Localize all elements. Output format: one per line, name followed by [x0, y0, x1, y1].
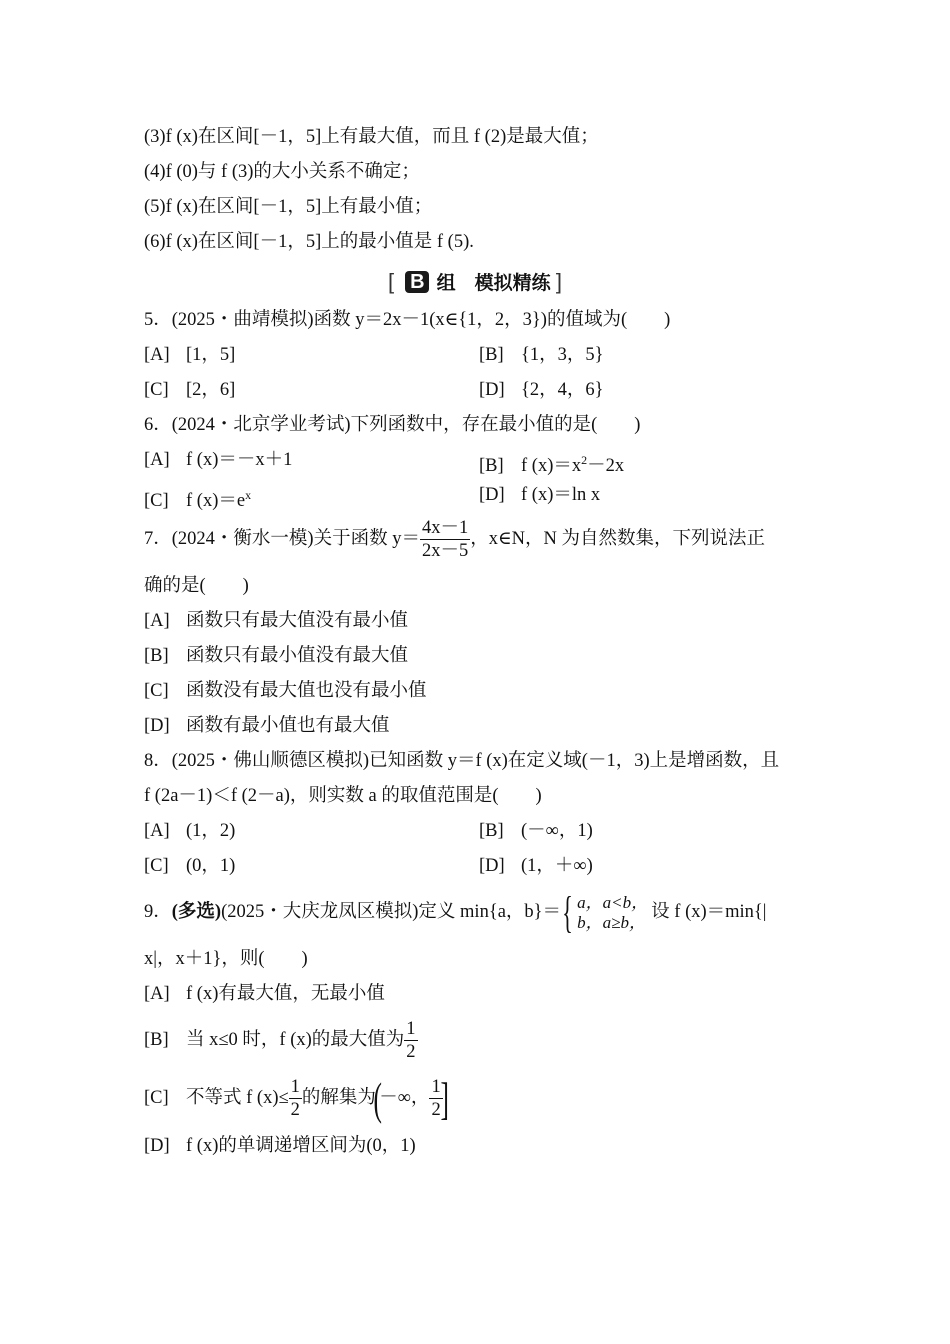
q9-option-c — [144, 1072, 449, 1124]
q9-option-c-right-bracket: ] — [440, 1072, 449, 1124]
q6-option-d-tag: [D] — [479, 485, 505, 505]
q5-option-a — [144, 343, 235, 367]
q7-stem-pre: 7．(2024・衡水一模)关于函数 y＝ — [144, 529, 420, 549]
q9-stem-pre: (2025・大庆龙凤区模拟)定义 min{a，b}＝ — [221, 902, 562, 922]
q6-option-c-sup: x — [245, 488, 252, 502]
q9-option-d-text: f (x)的单调递增区间为(0，1) — [186, 1136, 416, 1156]
q9-option-c-interval-denominator: 2 — [431, 1100, 441, 1121]
q8-option-a-tag: [A] — [144, 821, 170, 841]
q5-option-a-tag: [A] — [144, 345, 170, 365]
section-bracket-right: ] — [555, 269, 563, 294]
q6-option-c-pre: f (x)＝e — [186, 491, 246, 512]
q9-option-c-interval-pre: －∞， — [379, 1088, 430, 1108]
intro-item-6: (6)f (x)在区间[－1，5]上的最小值是 f (5). — [144, 232, 474, 252]
q9-option-c-fraction — [289, 1076, 302, 1121]
q9-option-c-left-paren: ( — [373, 1072, 382, 1124]
q5-stem: 5．(2025・曲靖模拟)函数 y＝2x－1(x∈{1，2，3})的值域为( ) — [144, 310, 671, 330]
q7-option-a-text: 函数只有最大值没有最小值 — [186, 611, 409, 631]
q6-option-c-tag: [C] — [144, 491, 169, 512]
q8-option-d-tag: [D] — [479, 856, 505, 876]
q9-option-a-text: f (x)有最大值，无最小值 — [186, 984, 385, 1004]
q9-stem-line2: x|，x＋1}，则( ) — [144, 949, 308, 969]
q8-option-c — [144, 854, 235, 878]
q8-option-b-tag: [B] — [479, 821, 504, 841]
q9-option-c-numerator: 1 — [290, 1077, 300, 1098]
q5-option-b — [479, 343, 604, 367]
q5-option-d-tag: [D] — [479, 380, 505, 400]
q7-fraction — [420, 517, 470, 562]
q8-option-b-text: (－∞，1) — [521, 821, 593, 841]
q9-case-2: b，a≥b， — [577, 912, 647, 932]
q7-stem-line2: 确的是( ) — [144, 576, 249, 596]
intro-item-4: (4)f (0)与 f (3)的大小关系不确定； — [144, 162, 420, 182]
q9-piecewise — [577, 893, 648, 933]
q7-option-c-text: 函数没有最大值也没有最小值 — [186, 681, 427, 701]
section-bracket-left: [ — [387, 269, 395, 294]
q9-option-c-denominator: 2 — [290, 1100, 300, 1121]
q8-option-c-text: (0，1) — [186, 856, 236, 876]
q9-stem — [144, 888, 767, 936]
q7-option-c — [144, 679, 427, 703]
q7-option-a-tag: [A] — [144, 611, 170, 631]
q9-option-c-tag: [C] — [144, 1088, 169, 1108]
q7-option-a — [144, 609, 408, 633]
q9-left-brace: { — [562, 887, 573, 937]
q6-option-b-pre: f (x)＝x — [521, 456, 582, 477]
q5-option-d-text: {2，4，6} — [521, 380, 604, 400]
q8-option-d-text: (1，＋∞) — [521, 856, 593, 876]
q9-option-d — [144, 1134, 416, 1158]
q8-option-b — [479, 819, 593, 843]
q9-case-1: a，a<b， — [577, 892, 649, 912]
q8-option-a — [144, 819, 235, 843]
q7-option-d — [144, 714, 390, 738]
q6-option-d-text: f (x)＝ln x — [521, 485, 601, 505]
q9-number: 9． — [144, 902, 172, 922]
q5-option-c-text: [2，6] — [186, 380, 236, 400]
q9-option-a — [144, 982, 385, 1006]
intro-item-5: (5)f (x)在区间[－1，5]上有最小值； — [144, 197, 433, 217]
q9-option-b-numerator: 1 — [406, 1019, 416, 1040]
q6-option-b-tag: [B] — [479, 456, 504, 477]
q5-option-d — [479, 378, 604, 402]
q6-option-a — [144, 448, 292, 472]
q8-stem-line1: 8．(2025・佛山顺德区模拟)已知函数 y＝f (x)在定义域(－1，3)上是增函数，且 — [144, 751, 780, 771]
section-title: 组 模拟精练 — [436, 273, 551, 294]
q7-option-b-tag: [B] — [144, 646, 169, 666]
section-heading — [0, 268, 950, 296]
q7-stem-post: ，x∈N，N 为自然数集，下列说法正 — [470, 529, 766, 549]
q9-multi-tag: (多选) — [171, 902, 222, 922]
q9-option-b-tag: [B] — [144, 1030, 169, 1050]
q5-option-a-text: [1，5] — [186, 345, 236, 365]
section-b-logo: B — [405, 271, 429, 293]
q6-stem: 6．(2024・北京学业考试)下列函数中，存在最小值的是( ) — [144, 415, 641, 435]
q9-option-c-pre: 不等式 f (x)≤ — [186, 1088, 289, 1108]
q5-option-b-tag: [B] — [479, 345, 504, 365]
q8-option-a-text: (1，2) — [186, 821, 236, 841]
q7-option-d-text: 函数有最小值也有最大值 — [186, 716, 390, 736]
q6-option-b-sup: 2 — [581, 453, 588, 467]
q6-option-a-tag: [A] — [144, 450, 170, 470]
q6-option-a-text: f (x)＝－x＋1 — [186, 450, 293, 470]
q9-option-d-tag: [D] — [144, 1136, 170, 1156]
q9-option-c-interval-numerator: 1 — [431, 1077, 441, 1098]
q8-option-d — [479, 854, 593, 878]
q9-option-b — [144, 1016, 418, 1064]
q7-stem — [144, 515, 765, 563]
q7-option-b-text: 函数只有最小值没有最大值 — [186, 646, 409, 666]
q9-option-b-pre: 当 x≤0 时，f (x)的最大值为 — [186, 1030, 405, 1050]
q5-option-c-tag: [C] — [144, 380, 169, 400]
q7-option-b — [144, 644, 408, 668]
q7-option-c-tag: [C] — [144, 681, 169, 701]
q9-option-b-fraction — [404, 1018, 417, 1063]
q8-option-c-tag: [C] — [144, 856, 169, 876]
q5-option-c — [144, 378, 235, 402]
q9-option-c-mid: 的解集为 — [301, 1088, 376, 1108]
q7-option-d-tag: [D] — [144, 716, 170, 736]
q9-stem-post: 设 f (x)＝min{| — [651, 902, 767, 922]
q5-option-b-text: {1，3，5} — [521, 345, 604, 365]
q8-stem-line2: f (2a－1)＜f (2－a)，则实数 a 的取值范围是( ) — [144, 786, 542, 806]
q6-option-d — [479, 483, 600, 507]
q7-fraction-numerator: 4x－1 — [421, 518, 469, 539]
intro-item-3: (3)f (x)在区间[－1，5]上有最大值，而且 f (2)是最大值； — [144, 127, 599, 147]
q6-option-c — [144, 483, 251, 513]
q6-option-b-post: －2x — [587, 456, 625, 477]
q7-fraction-denominator: 2x－5 — [421, 541, 469, 562]
q9-option-b-denominator: 2 — [406, 1042, 416, 1063]
q9-option-a-tag: [A] — [144, 984, 170, 1004]
q6-option-b — [479, 448, 624, 478]
